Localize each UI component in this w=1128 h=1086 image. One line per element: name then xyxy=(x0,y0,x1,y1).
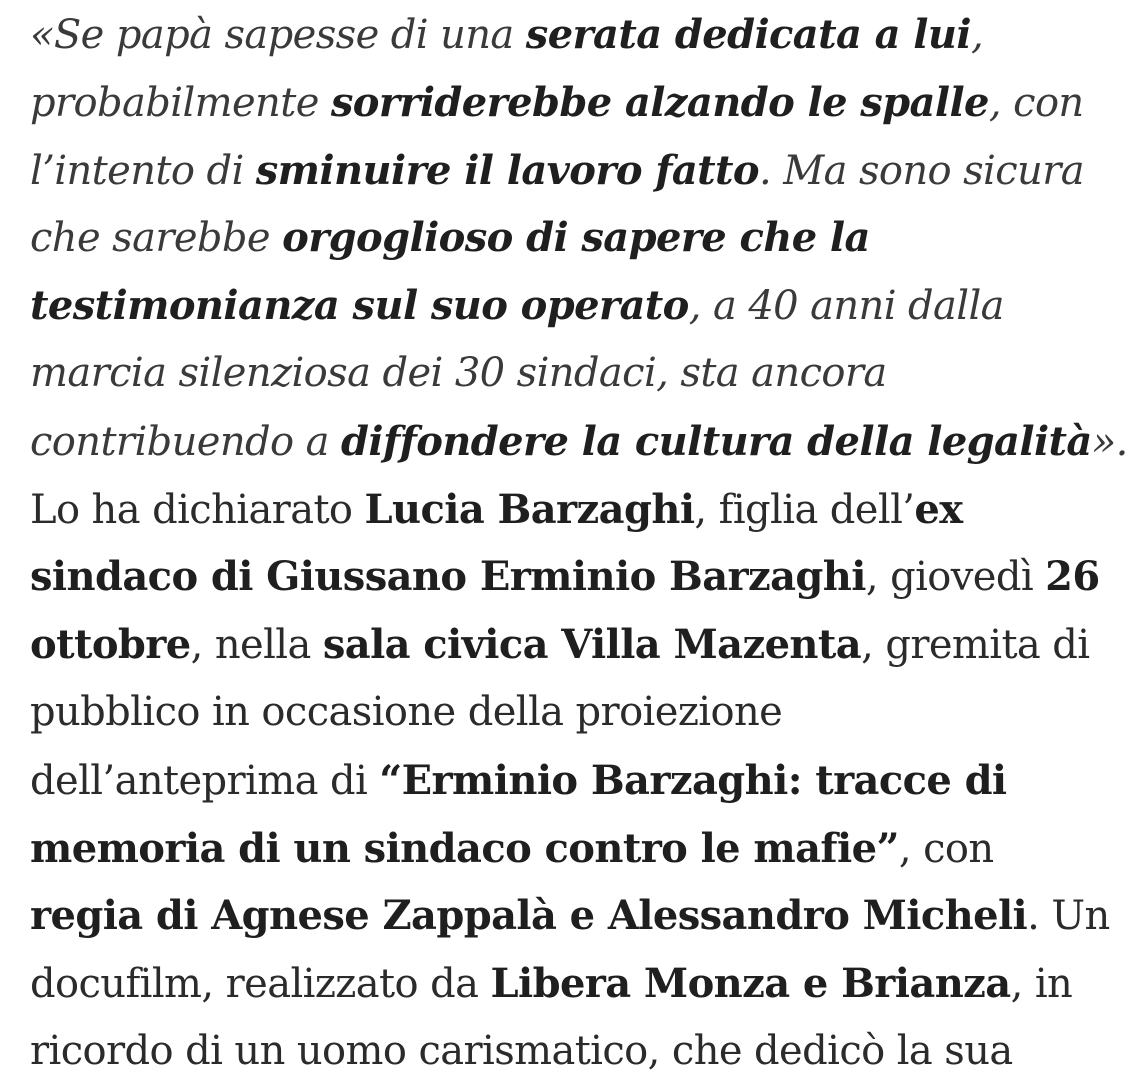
quote-line: che sarebbe orgoglioso di sapere che la xyxy=(30,214,870,262)
body-line: regia di Agnese Zappalà e Alessandro Micheli. Un xyxy=(30,892,1110,940)
body-line: ottobre, nella sala civica Villa Mazenta, gremita di xyxy=(30,621,1090,669)
body-line: pubblico in occasione della proiezione xyxy=(30,688,783,735)
quote-line: l’intento di sminuire il lavoro fatto. Ma sono sicura xyxy=(30,146,1084,194)
article-text xyxy=(0,1,1128,1081)
quote-line: «Se papà sapesse di una serata dedicata a lui, xyxy=(30,11,984,58)
quote-line: contribuendo a diffondere la cultura della legalità». xyxy=(30,417,1128,465)
quote-line: marcia silenziosa dei 30 sindaci, sta ancora xyxy=(30,349,887,396)
quote-line: probabilmente sorriderebbe alzando le spalle, con xyxy=(30,78,1084,126)
body-line: Lo ha dichiarato Lucia Barzaghi, figlia dell’ex xyxy=(30,485,963,533)
body-line: memoria di un sindaco contro le mafie”, con xyxy=(30,824,994,872)
body-line: docufilm, realizzato da Libera Monza e Brianza, in xyxy=(30,960,1073,1008)
body-line: dell’anteprima di “Erminio Barzaghi: tracce di xyxy=(30,756,1007,804)
body-line: ricordo di un uomo carismatico, che dedicò la sua xyxy=(30,1027,1013,1074)
body-paragraph xyxy=(0,476,1110,1086)
quote-line: testimonianza sul suo operato, a 40 anni dalla xyxy=(30,282,1004,330)
body-line: sindaco di Giussano Erminio Barzaghi, giovedì 26 xyxy=(30,553,1100,601)
quote-paragraph xyxy=(0,1,1128,476)
